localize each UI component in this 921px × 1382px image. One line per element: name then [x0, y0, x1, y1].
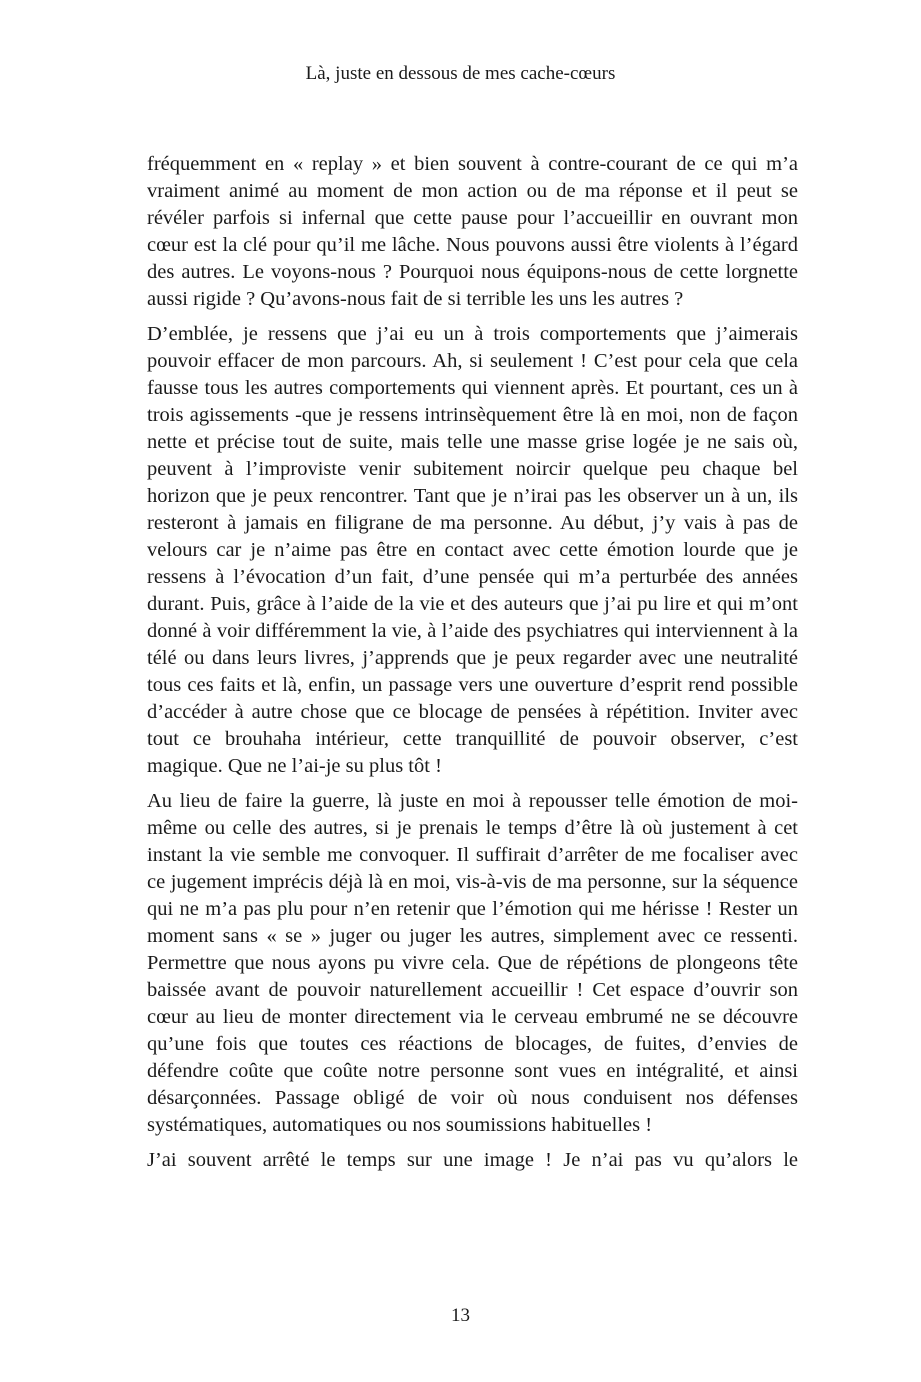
- body-text: [147, 151, 798, 1182]
- paragraph: D’emblée, je ressens que j’ai eu un à trois comportements que j’aimerais pouvoir effacer de mon parcours. Ah, si seulement ! C’est pour cela que cela fausse tous les autres comportements qui viennent après. Et pourtant, ces un à trois agissements -que je ressens intrinsèquement être là en moi, non de façon nette et précise tout de suite, mais telle une masse grise logée je ne sais où, peuvent à l’improviste venir subitement noircir quelque peu chaque bel horizon que je peux rencontrer. Tant que je n’irai pas les observer un à un, ils resteront à jamais en filigrane de ma personne. Au début, j’y vais à pas de velours car je n’aime pas être en contact avec cette émotion lourde que je ressens à l’évocation d’un fait, d’une pensée qui m’a perturbée des années durant. Puis, grâce à l’aide de la vie et des auteurs que j’ai pu lire et qui m’ont donné à voir différemment la vie, à l’aide des psychiatres qui interviennent à la télé ou dans leurs livres, j’apprends que je peux regarder avec une neutralité tous ces faits et là, enfin, un passage vers une ouverture d’esprit rend possible d’accéder à autre chose que ce blocage de pensées à répétition. Inviter avec tout ce brouhaha intérieur, cette tranquillité de pouvoir observer, c’est magique. Que ne l’ai-je su plus tôt !: [147, 323, 798, 777]
- paragraph: J’ai souvent arrêté le temps sur une image ! Je n’ai pas vu qu’alors le: [147, 1149, 798, 1171]
- paragraph: fréquemment en « replay » et bien souvent à contre-courant de ce qui m’a vraiment animé au moment de mon action ou de ma réponse et il peut se révéler parfois si infernal que cette pause pour l’accueillir en ouvrant mon cœur est la clé pour qu’il me lâche. Nous pouvons aussi être violents à l’égard des autres. Le voyons-nous ? Pourquoi nous équipons-nous de cette lorgnette aussi rigide ? Qu’avons-nous fait de si terrible les uns les autres ?: [147, 153, 798, 310]
- running-header: Là, juste en dessous de mes cache-cœurs: [305, 63, 616, 84]
- paragraph: Au lieu de faire la guerre, là juste en moi à repousser telle émotion de moi-même ou celle des autres, si je prenais le temps d’être là où justement à cet instant la vie semble me convoquer. Il suffirait d’arrêter de me focaliser avec ce jugement imprécis déjà là en moi, vis-à-vis de ma personne, sur la séquence qui ne m’a pas plu pour n’en retenir que l’émotion qui me hérisse ! Rester un moment sans « se » juger ou juger les autres, simplement avec ce ressenti. Permettre que nous ayons pu vivre cela. Que de répétions de plongeons tête baissée avant de pouvoir naturellement accueillir ! Cet espace d’ouvrir son cœur au lieu de monter directement via le cerveau embrumé ne se découvre qu’une fois que toutes ces réactions de blocages, de fuites, d’envies de défendre coûte que coûte notre personne sont vues en intégralité, et ainsi désarçonnées. Passage obligé de voir où nous conduisent nos défenses systématiques, automatiques ou nos soumissions habituelles !: [147, 790, 798, 1136]
- page-number: 13: [451, 1305, 470, 1326]
